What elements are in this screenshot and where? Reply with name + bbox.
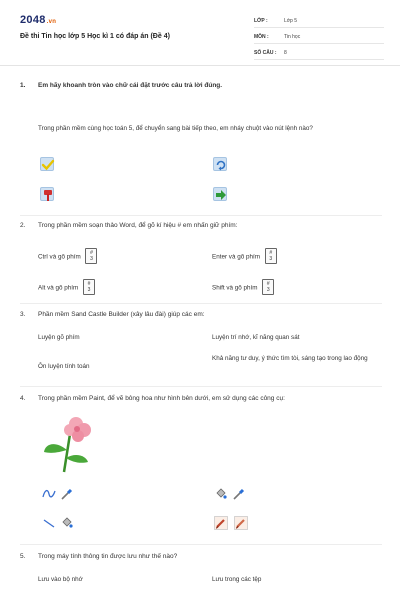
key-hash-icon — [265, 248, 277, 264]
exam-meta — [254, 14, 384, 62]
refresh-icon[interactable] — [213, 157, 227, 171]
meta-row-count — [254, 46, 384, 60]
option-shift[interactable] — [212, 280, 274, 296]
question-text: Trong phần mềm soạn thảo Word, để gõ kí hiệu # em nhấn giữ phím: — [38, 222, 238, 229]
meta-value: Tin học — [284, 33, 301, 40]
logo-text: 2048 — [20, 14, 46, 26]
question-1-header — [20, 82, 222, 89]
key-top: # — [90, 250, 93, 256]
meta-row-subject — [254, 30, 384, 44]
color-picker-icon[interactable] — [60, 487, 74, 501]
option-label: Ctrl và gõ phím — [38, 253, 81, 261]
header — [0, 0, 400, 66]
key-top: # — [269, 250, 273, 256]
question-number: 4. — [20, 395, 26, 402]
brush-icon[interactable] — [234, 516, 248, 530]
option-typing[interactable]: Luyện gõ phím — [38, 334, 80, 341]
question-2-header — [20, 222, 237, 229]
key-bottom: 3 — [269, 256, 273, 262]
question-text: Trong máy tính thông tin được lưu như thế nào? — [38, 553, 178, 560]
key-top: # — [266, 281, 270, 287]
page-title: Đề thi Tin học lớp 5 Học kì 1 có đáp án (Đề 4) — [20, 33, 170, 40]
question-3-header — [20, 311, 205, 318]
brush-icon[interactable] — [214, 516, 228, 530]
question-number: 1. — [20, 82, 26, 89]
question-number: 3. — [20, 311, 26, 318]
option-label: Enter và gõ phím — [212, 253, 260, 261]
fill-bucket-icon[interactable] — [214, 487, 228, 501]
question-5-header — [20, 553, 177, 560]
option-creativity[interactable]: Khả năng tư duy, ý thức tìm tòi, sáng tạo trong lao động — [212, 355, 368, 362]
option-math[interactable]: Ôn luyện tính toán — [38, 363, 90, 370]
meta-label: SỐ CÂU : — [254, 49, 277, 56]
key-bottom: 3 — [266, 287, 270, 293]
option-alt[interactable] — [38, 280, 95, 296]
site-logo[interactable] — [20, 14, 56, 26]
option-file-storage[interactable]: Lưu trong các tệp — [212, 576, 262, 583]
arrow-right-icon[interactable] — [213, 187, 227, 201]
option-label: Shift và gõ phím — [212, 284, 258, 292]
question-text: Phần mềm Sand Castle Builder (xây lâu đài) giúp các em: — [38, 311, 205, 318]
meta-row-class — [254, 14, 384, 28]
hammer-icon[interactable] — [40, 187, 54, 201]
color-picker-icon[interactable] — [232, 487, 246, 501]
key-bottom: 3 — [87, 287, 91, 293]
option-ctrl[interactable] — [38, 249, 97, 265]
option-enter[interactable] — [212, 249, 277, 265]
logo-suffix: .vn — [46, 19, 57, 25]
key-hash-icon — [262, 279, 274, 295]
divider — [20, 386, 382, 387]
meta-value: 8 — [284, 49, 287, 56]
question-number: 5. — [20, 553, 26, 560]
meta-label: LỚP : — [254, 17, 268, 24]
key-top: # — [87, 281, 91, 287]
line-tool-icon[interactable] — [42, 516, 56, 530]
question-4-header — [20, 395, 285, 402]
check-icon[interactable] — [40, 157, 54, 171]
option-memory[interactable]: Luyện trí nhớ, kĩ năng quan sát — [212, 334, 300, 341]
divider — [20, 544, 382, 545]
key-hash-icon — [85, 248, 97, 264]
option-memory-storage[interactable]: Lưu vào bộ nhớ — [38, 576, 83, 583]
divider — [20, 303, 382, 304]
option-label: Alt và gõ phím — [38, 284, 79, 292]
key-hash-icon — [83, 279, 95, 295]
meta-label: MÔN : — [254, 33, 269, 40]
question-instruction: Em hãy khoanh tròn vào chữ cái đặt trước câu trả lời đúng. — [38, 82, 223, 89]
fill-bucket-icon[interactable] — [60, 516, 74, 530]
question-number: 2. — [20, 222, 26, 229]
question-1-text: Trong phần mềm cùng học toán 5, để chuyển sang bài tiếp theo, em nháy chuột vào nút lệnh nào? — [38, 125, 313, 132]
flower-illustration — [40, 412, 102, 474]
question-text: Trong phần mềm Paint, để vẽ bông hoa như hình bên dưới, em sử dụng các công cụ: — [38, 395, 285, 402]
meta-value: Lớp 5 — [284, 17, 298, 24]
divider — [20, 215, 382, 216]
key-bottom: 3 — [90, 256, 93, 262]
curve-tool-icon[interactable] — [42, 487, 56, 501]
